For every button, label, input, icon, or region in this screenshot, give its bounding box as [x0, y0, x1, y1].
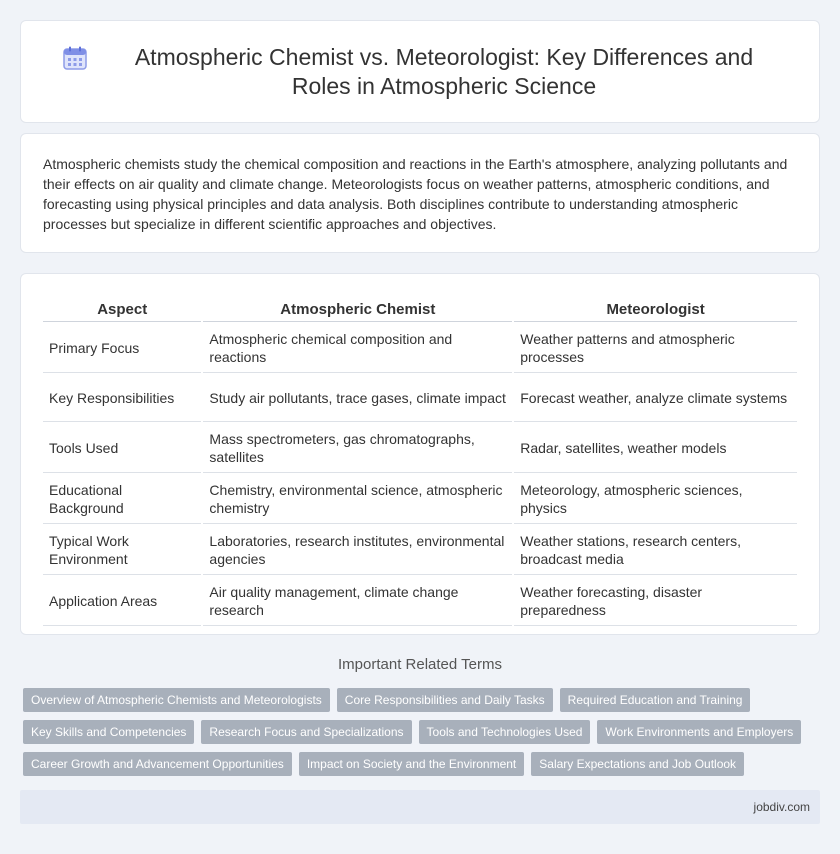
table-cell: Atmospheric chemical composition and reactions [203, 324, 512, 373]
header-card [20, 20, 820, 123]
table-row [43, 577, 797, 626]
related-term-tag[interactable]: Research Focus and Specializations [201, 720, 411, 744]
footer [20, 790, 820, 824]
table-cell: Primary Focus [43, 324, 201, 373]
related-term-tag[interactable]: Work Environments and Employers [597, 720, 801, 744]
table-cell: Tools Used [43, 424, 201, 473]
table-header-row [43, 296, 797, 322]
table-cell: Air quality management, climate change research [203, 577, 512, 626]
table-cell: Weather stations, research centers, broadcast media [514, 526, 797, 575]
table-cell: Mass spectrometers, gas chromatographs, satellites [203, 424, 512, 473]
comparison-table [41, 294, 799, 628]
related-terms-title: Important Related Terms [338, 656, 502, 673]
table-cell: Meteorology, atmospheric sciences, physics [514, 475, 797, 524]
table-cell: Radar, satellites, weather models [514, 424, 797, 473]
related-term-tag[interactable]: Overview of Atmospheric Chemists and Meteorologists [23, 688, 330, 712]
table-row [43, 475, 797, 524]
related-terms-tags [23, 688, 823, 776]
table-row [43, 424, 797, 473]
table-cell: Laboratories, research institutes, environmental agencies [203, 526, 512, 575]
table-cell: Forecast weather, analyze climate systems [514, 375, 797, 422]
table-cell: Application Areas [43, 577, 201, 626]
table-cell: Study air pollutants, trace gases, climate impact [203, 375, 512, 422]
comparison-table-card [20, 273, 820, 635]
related-term-tag[interactable]: Salary Expectations and Job Outlook [531, 752, 744, 776]
page-title: Atmospheric Chemist vs. Meteorologist: Key Differences and Roles in Atmospheric Science [134, 43, 754, 99]
header-atmospheric-chemist: Atmospheric Chemist [203, 296, 512, 322]
table-cell: Chemistry, environmental science, atmospheric chemistry [203, 475, 512, 524]
intro-paragraph: Atmospheric chemists study the chemical composition and reactions in the Earth's atmosphere, analyzing pollutants and their effects on air quality and climate change. Meteorologists focus on weather patterns, atmospheric conditions, and forecasting using physical principles and data analysis. Both disciplines contribute to understanding atmospheric processes but specialize in different scientific approaches and objectives. [43, 156, 788, 232]
header-aspect: Aspect [43, 296, 201, 322]
table-cell: Educational Background [43, 475, 201, 524]
intro-card [20, 133, 820, 253]
calendar-icon [61, 44, 89, 72]
table-cell: Weather patterns and atmospheric processes [514, 324, 797, 373]
table-row [43, 375, 797, 422]
related-term-tag[interactable]: Career Growth and Advancement Opportunities [23, 752, 292, 776]
header-meteorologist: Meteorologist [514, 296, 797, 322]
related-term-tag[interactable]: Core Responsibilities and Daily Tasks [337, 688, 553, 712]
table-cell: Typical Work Environment [43, 526, 201, 575]
footer-site-link[interactable]: jobdiv.com [753, 800, 810, 814]
table-row [43, 526, 797, 575]
title-wrap [21, 21, 819, 122]
table-cell: Key Responsibilities [43, 375, 201, 422]
related-term-tag[interactable]: Required Education and Training [560, 688, 751, 712]
table-cell: Weather forecasting, disaster preparedness [514, 577, 797, 626]
related-term-tag[interactable]: Impact on Society and the Environment [299, 752, 524, 776]
related-term-tag[interactable]: Tools and Technologies Used [419, 720, 591, 744]
table-row [43, 324, 797, 373]
related-term-tag[interactable]: Key Skills and Competencies [23, 720, 194, 744]
